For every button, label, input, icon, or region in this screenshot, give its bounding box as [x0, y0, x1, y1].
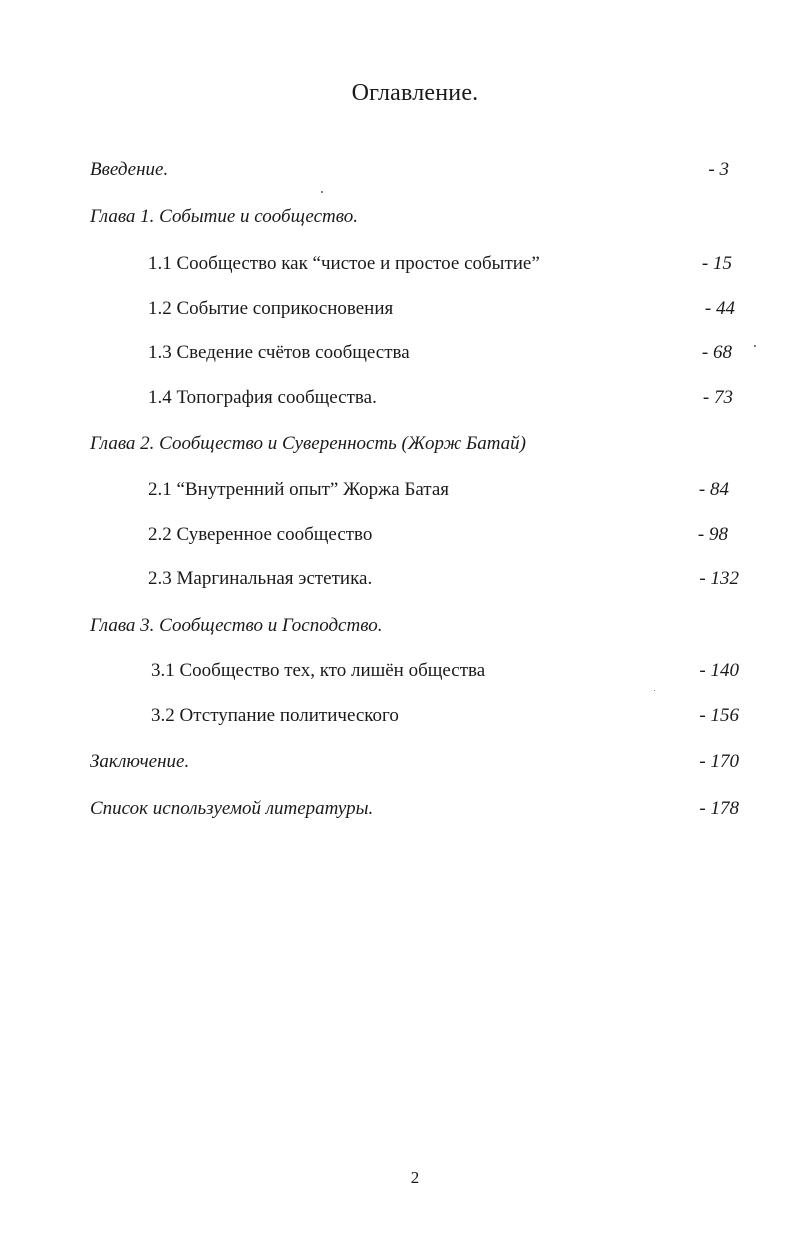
page-title: Оглавление.	[351, 80, 479, 106]
toc-entry-label: 1.3 Сведение счётов сообщества	[148, 342, 410, 363]
toc-entry-page: - 156	[699, 705, 739, 726]
toc-entry-section-2-1	[0, 479, 799, 505]
page-number: 2	[410, 1168, 420, 1187]
toc-entry-label: 1.2 Событие соприкосновения	[148, 298, 394, 319]
scan-speck	[654, 690, 655, 691]
toc-entry-bibliography	[0, 798, 799, 824]
toc-entry-page: - 73	[702, 387, 733, 408]
toc-entry-section-3-1	[0, 660, 799, 686]
toc-entry-section-1-1	[0, 253, 799, 279]
toc-entry-label: Заключение.	[90, 751, 190, 772]
toc-entry-label: Глава 2. Сообщество и Суверенность (Жорж Батай)	[90, 433, 526, 454]
toc-entry-label: Введение.	[90, 159, 169, 180]
toc-entry-label: Список используемой литературы.	[90, 798, 374, 819]
toc-entry-page: - 3	[708, 159, 729, 180]
toc-entry-page: - 132	[699, 568, 739, 589]
toc-entry-label: 2.3 Маргинальная эстетика.	[148, 568, 373, 589]
scan-speck	[754, 345, 756, 347]
toc-entry-chapter-3	[0, 615, 799, 641]
toc-entry-section-2-2	[0, 524, 799, 550]
toc-entry-chapter-1	[0, 206, 799, 232]
toc-entry-page: - 140	[699, 660, 739, 681]
toc-entry-introduction	[0, 159, 799, 185]
toc-entry-label: 2.1 “Внутренний опыт” Жоржа Батая	[148, 479, 450, 500]
toc-entry-page: - 98	[697, 524, 728, 545]
toc-entry-conclusion	[0, 751, 799, 777]
toc-entry-label: Глава 1. Событие и сообщество.	[90, 206, 358, 227]
toc-entry-page: - 84	[698, 479, 729, 500]
toc-entry-section-1-3	[0, 342, 799, 368]
toc-entry-label: Глава 3. Сообщество и Господство.	[90, 615, 383, 636]
toc-entry-page: - 44	[704, 298, 735, 319]
toc-entry-page: - 170	[699, 751, 739, 772]
toc-entry-section-3-2	[0, 705, 799, 731]
toc-entry-label: 3.2 Отступание политического	[151, 705, 399, 726]
toc-entry-section-2-3	[0, 568, 799, 594]
toc-entry-page: - 178	[699, 798, 739, 819]
toc-entry-section-1-2	[0, 298, 799, 324]
toc-entry-page: - 68	[701, 342, 732, 363]
toc-entry-section-1-4	[0, 387, 799, 413]
toc-entry-label: 3.1 Сообщество тех, кто лишён общества	[151, 660, 486, 681]
toc-entry-chapter-2	[0, 433, 799, 459]
toc-entry-label: 2.2 Суверенное сообщество	[148, 524, 373, 545]
toc-entry-label: 1.4 Топография сообщества.	[148, 387, 377, 408]
toc-entry-page: - 15	[701, 253, 732, 274]
toc-entry-label: 1.1 Сообщество как “чистое и простое событие”	[148, 253, 540, 274]
scan-speck	[321, 191, 323, 193]
